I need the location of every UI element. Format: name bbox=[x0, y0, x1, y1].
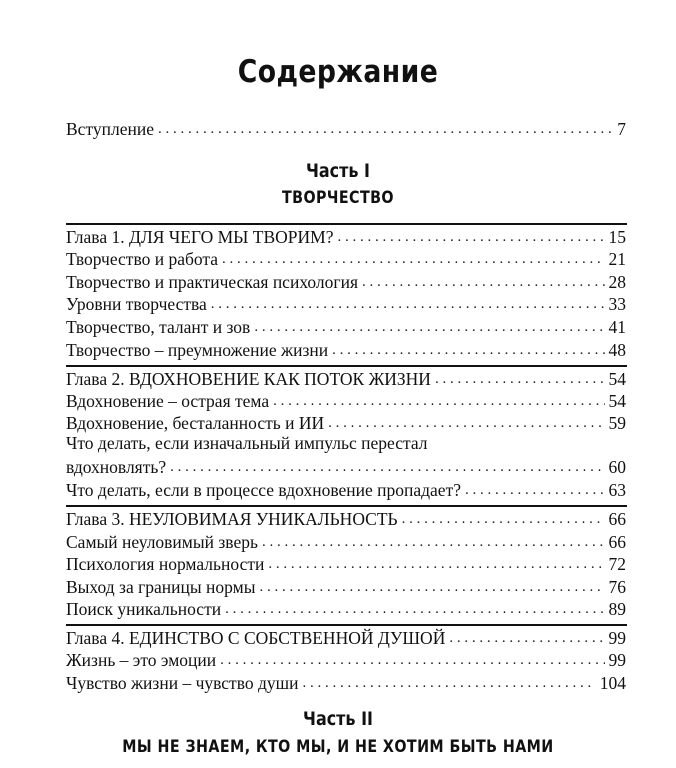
dot-leader bbox=[465, 479, 605, 501]
dot-leader bbox=[158, 118, 613, 140]
toc-entry-label: Вступление bbox=[66, 119, 154, 139]
dot-leader bbox=[402, 508, 605, 530]
toc-entry-label: Творчество и практическая психология bbox=[66, 272, 358, 292]
toc-entry-label: Творчество, талант и зов bbox=[66, 317, 251, 337]
toc-chapter-heading bbox=[66, 224, 626, 248]
toc-entry-label: Психология нормальности bbox=[66, 554, 265, 574]
toc-page-number: 54 bbox=[608, 369, 626, 389]
toc-page-number: 104 bbox=[599, 673, 626, 693]
part-subtitle: МЫ НЕ ЗНАЕМ, КТО МЫ, И НЕ ХОТИМ БЫТЬ НАМИ bbox=[122, 737, 554, 757]
toc-page-number: 99 bbox=[608, 650, 626, 670]
toc-entry-label: Вдохновение, бесталанность и ИИ bbox=[66, 413, 325, 433]
toc-chapter-heading bbox=[66, 506, 626, 530]
toc-entry-label: Жизнь – это эмоции bbox=[66, 650, 217, 670]
part-title: Часть I bbox=[306, 160, 370, 182]
toc-page-number: 33 bbox=[608, 294, 626, 314]
toc-entry bbox=[66, 477, 626, 501]
toc-entry-label: Творчество – преумножение жизни bbox=[66, 340, 329, 360]
toc-page-number: 7 bbox=[617, 119, 626, 139]
toc-entry-label: Выход за границы нормы bbox=[66, 577, 256, 597]
toc-entry-label: Глава 3. НЕУЛОВИМАЯ УНИКАЛЬНОСТЬ bbox=[66, 509, 398, 529]
toc-entry bbox=[66, 246, 626, 270]
toc-entry bbox=[66, 291, 626, 315]
toc-page-number: 99 bbox=[608, 628, 626, 648]
toc-entry-label: Что делать, если в процессе вдохновение пропадает? bbox=[66, 480, 461, 500]
toc-entry bbox=[66, 314, 626, 338]
dot-leader bbox=[220, 649, 604, 671]
toc-entry bbox=[66, 574, 626, 598]
toc-page-number: 76 bbox=[608, 577, 626, 597]
toc-page-number: 63 bbox=[608, 480, 626, 500]
toc-entry-label: Самый неуловимый зверь bbox=[66, 532, 258, 552]
toc-entry bbox=[66, 647, 626, 671]
dot-leader bbox=[170, 456, 604, 478]
dot-leader bbox=[449, 627, 604, 649]
toc-entry-label: Вдохновение – острая тема bbox=[66, 391, 270, 411]
toc-entry bbox=[66, 388, 626, 412]
dot-leader bbox=[302, 672, 595, 694]
dot-leader bbox=[362, 271, 605, 293]
part-title: Часть II bbox=[303, 708, 373, 730]
toc-entry-label: Творчество и работа bbox=[66, 249, 219, 269]
dot-leader bbox=[211, 293, 605, 315]
toc-entry bbox=[66, 410, 626, 434]
toc-entry-label-line1: Что делать, если изначальный импульс перестал bbox=[66, 433, 428, 453]
toc-entry bbox=[66, 454, 626, 478]
toc-entry-intro bbox=[66, 116, 626, 140]
dot-leader bbox=[268, 553, 604, 575]
toc-entry bbox=[66, 529, 626, 553]
dot-leader bbox=[328, 412, 604, 434]
toc-page-number: 48 bbox=[608, 340, 626, 360]
toc-page-number: 54 bbox=[608, 391, 626, 411]
toc-page-number: 66 bbox=[608, 509, 626, 529]
toc-entry-label: вдохновлять? bbox=[66, 457, 167, 477]
toc-entry-label: Глава 2. ВДОХНОВЕНИЕ КАК ПОТОК ЖИЗНИ bbox=[66, 369, 431, 389]
toc-entry-line bbox=[66, 432, 626, 456]
toc-entry-label: Уровни творчества bbox=[66, 294, 207, 314]
dot-leader bbox=[262, 531, 605, 553]
toc-page-number: 60 bbox=[608, 457, 626, 477]
toc-entry-label: Глава 1. ДЛЯ ЧЕГО МЫ ТВОРИМ? bbox=[66, 227, 334, 247]
dot-leader bbox=[259, 576, 604, 598]
toc-chapter-heading bbox=[66, 366, 626, 390]
toc-entry bbox=[66, 551, 626, 575]
dot-leader bbox=[273, 390, 604, 412]
toc-page-number: 28 bbox=[608, 272, 626, 292]
dot-leader bbox=[225, 598, 604, 620]
toc-page-number: 41 bbox=[608, 317, 626, 337]
toc-page-number: 21 bbox=[608, 249, 626, 269]
toc-page-number: 89 bbox=[608, 599, 626, 619]
toc-entry bbox=[66, 269, 626, 293]
page-title: Содержание bbox=[237, 54, 439, 90]
toc-entry bbox=[66, 596, 626, 620]
toc-entry-label: Поиск уникальности bbox=[66, 599, 222, 619]
toc-page-number: 72 bbox=[608, 554, 626, 574]
dot-leader bbox=[222, 248, 604, 270]
dot-leader bbox=[337, 226, 604, 248]
toc-entry bbox=[66, 670, 626, 694]
toc-page-number: 15 bbox=[608, 227, 626, 247]
toc-page-number: 59 bbox=[608, 413, 626, 433]
dot-leader bbox=[254, 316, 604, 338]
toc-entry bbox=[66, 337, 626, 361]
dot-leader bbox=[435, 368, 605, 390]
dot-leader bbox=[332, 339, 604, 361]
toc-entry-label: Чувство жизни – чувство души bbox=[66, 673, 299, 693]
toc-entry-label: Глава 4. ЕДИНСТВО С СОБСТВЕННОЙ ДУШОЙ bbox=[66, 628, 446, 648]
toc-page-number: 66 bbox=[608, 532, 626, 552]
part-subtitle: ТВОРЧЕСТВО bbox=[282, 188, 394, 208]
toc-chapter-heading bbox=[66, 625, 626, 649]
